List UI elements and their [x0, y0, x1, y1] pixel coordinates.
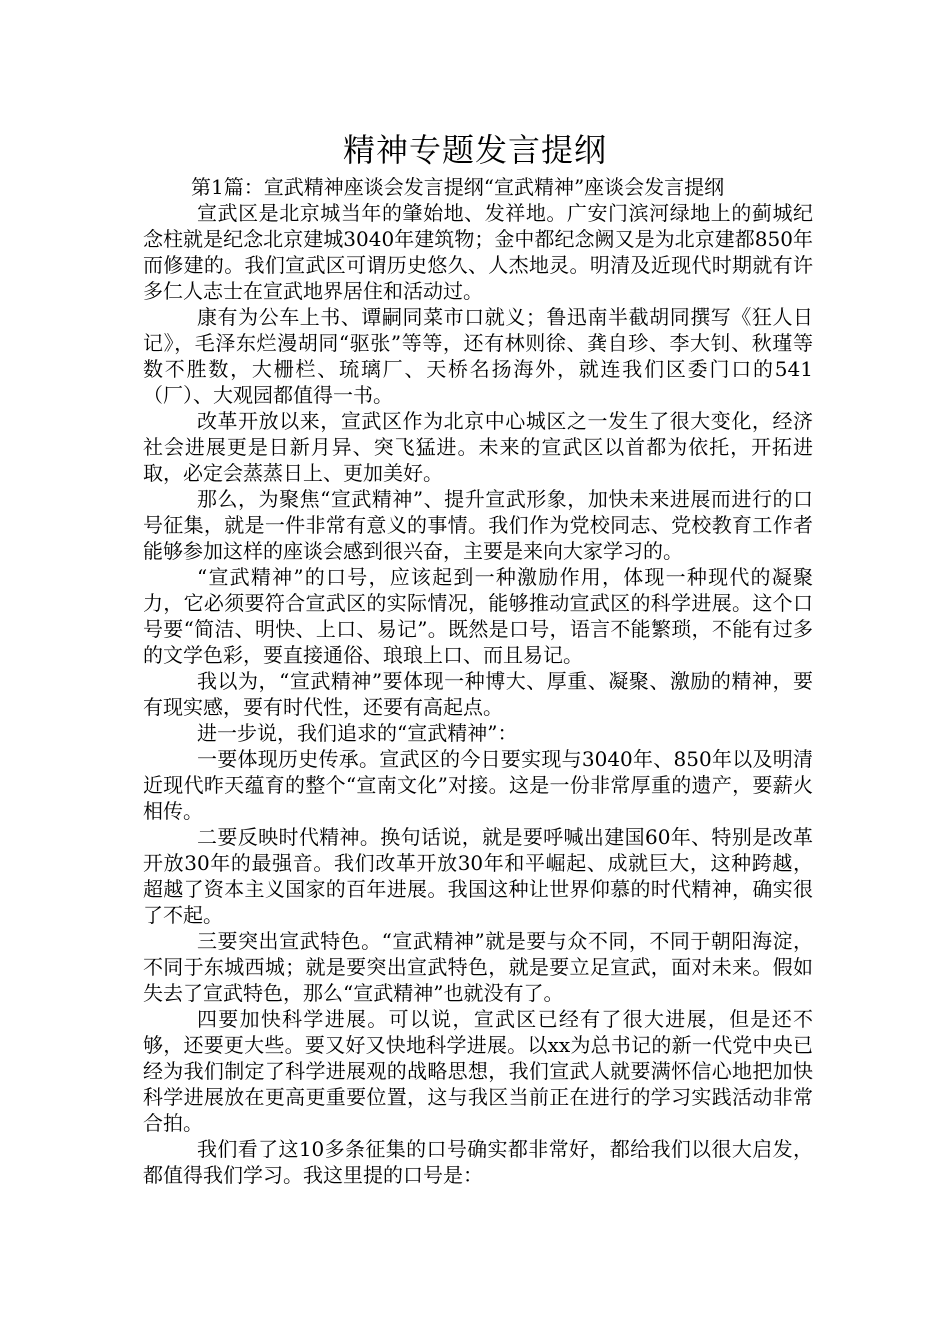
paragraph: 进一步说，我们追求的“宣武精神”： — [197, 721, 518, 745]
paragraph: 四要加快科学进展。可以说，宣武区已经有了很大进展，但是还不够，还要更大些。要又好又快地科学进展。以xx为总书记的新一代党中央已经为我们制定了科学进展观的战略思想，我们宣武人就要满怀信心地把加快科学进展放在更高更重要位置，这与我区当前正在进行的学习实践活动非常合拍。 — [143, 1007, 813, 1135]
document-subtitle: 第1篇：宣武精神座谈会发言提纲“宣武精神”座谈会发言提纲 — [191, 175, 725, 199]
paragraph: 改革开放以来，宣武区作为北京中心城区之一发生了很大变化，经济社会进展更是日新月异、突飞猛进。未来的宣武区以首都为依托，开拓进取，必定会蒸蒸日上、更加美好。 — [143, 409, 813, 485]
document-title: 精神专题发言提纲 — [342, 131, 607, 169]
paragraph: 康有为公车上书、谭嗣同菜市口就义；鲁迅南半截胡同撰写《狂人日记》，毛泽东烂漫胡同“驱张”等等，还有林则徐、龚自珍、李大钊、秋瑾等数不胜数，大栅栏、琉璃厂、天桥名扬海外，就连我们区委门口的541（厂）、大观园都值得一书。 — [143, 305, 813, 407]
paragraph: 我以为，“宣武精神”要体现一种博大、厚重、凝聚、激励的精神，要有现实感，要有时代性，还要有高起点。 — [143, 669, 813, 719]
paragraph: 那么，为聚焦“宣武精神”、提升宣武形象，加快未来进展而进行的口号征集，就是一件非常有意义的事情。我们作为党校同志、党校教育工作者能够参加这样的座谈会感到很兴奋，主要是来向大家学习的。 — [143, 487, 813, 563]
paragraph: 我们看了这10多条征集的口号确实都非常好，都给我们以很大启发，都值得我们学习。我这里提的口号是： — [143, 1137, 813, 1187]
paragraph: 一要体现历史传承。宣武区的今日要实现与3040年、850年以及明清近现代昨天蕴育的整个“宣南文化”对接。这是一份非常厚重的遗产，要薪火相传。 — [143, 747, 813, 823]
paragraph: 宣武区是北京城当年的肇始地、发祥地。广安门滨河绿地上的蓟城纪念柱就是纪念北京建城3040年建筑物；金中都纪念阙又是为北京建都850年而修建的。我们宣武区可谓历史悠久、人杰地灵。明清及近现代时期就有许多仁人志士在宣武地界居住和活动过。 — [143, 201, 813, 303]
paragraph: 二要反映时代精神。换句话说，就是要呼喊出建国60年、特别是改革开放30年的最强音。我们改革开放30年和平崛起、成就巨大，这种跨越，超越了资本主义国家的百年进展。我国这种让世界仰慕的时代精神，确实很了不起。 — [143, 825, 813, 927]
paragraph: 三要突出宣武特色。“宣武精神”就是要与众不同，不同于朝阳海淀，不同于东城西城；就是要突出宣武特色，就是要立足宣武，面对未来。假如失去了宣武特色，那么“宣武精神”也就没有了。 — [143, 929, 813, 1005]
paragraph: “宣武精神”的口号，应该起到一种激励作用，体现一种现代的凝聚力，它必须要符合宣武区的实际情况，能够推动宣武区的科学进展。这个口号要“简洁、明快、上口、易记”。既然是口号，语言不能繁琐，不能有过多的文学色彩，要直接通俗、琅琅上口、而且易记。 — [143, 565, 813, 667]
document-body — [143, 174, 813, 1188]
